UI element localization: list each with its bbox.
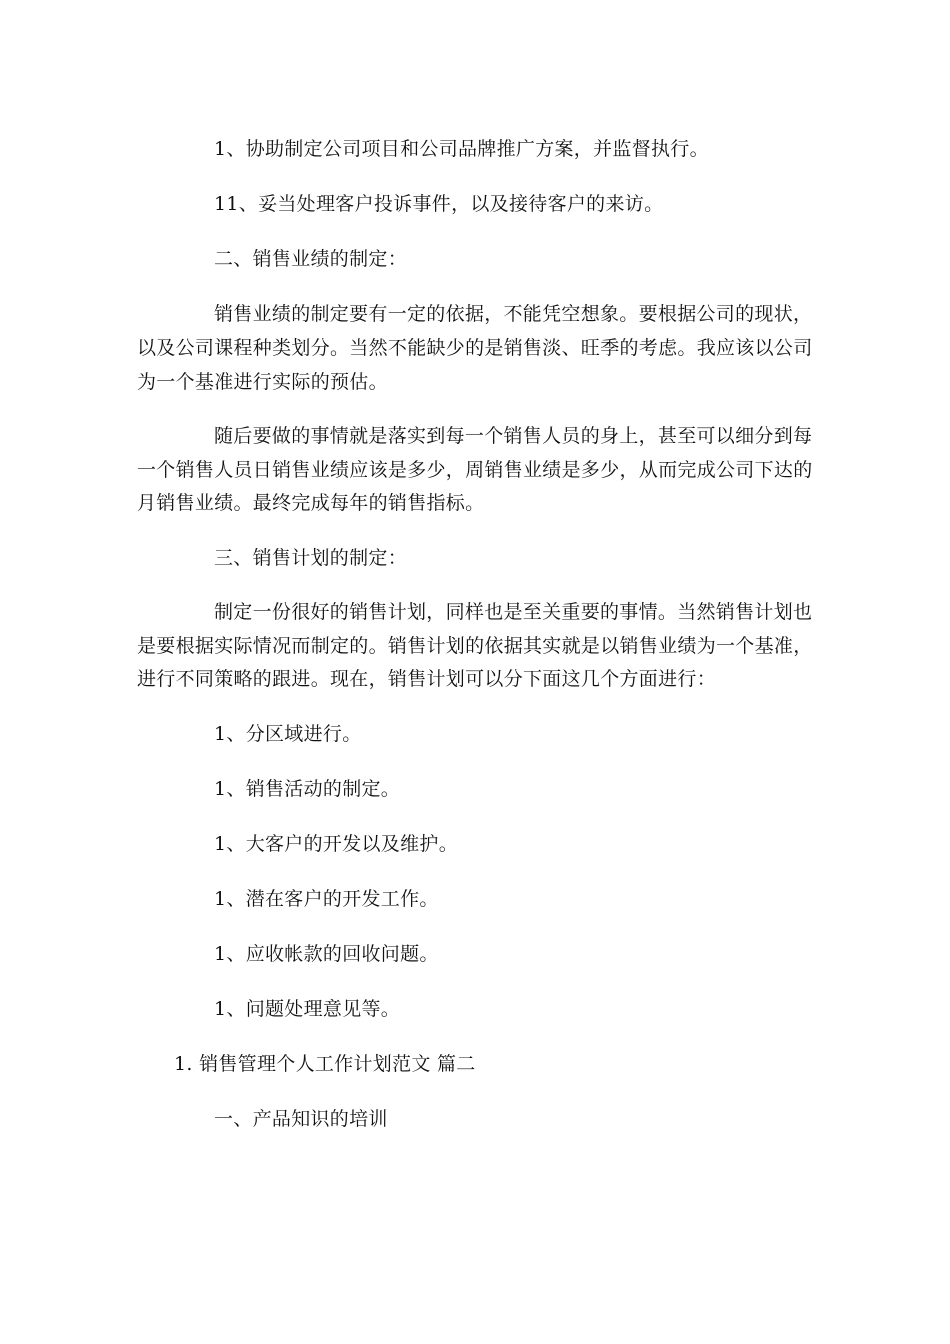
list-item: 1、销售活动的制定。 — [214, 778, 401, 800]
list-item: 1、协助制定公司项目和公司品牌推广方案，并监督执行。 — [214, 138, 709, 160]
list-item: 1、大客户的开发以及维护。 — [214, 833, 458, 855]
paragraph-line: 为一个基准进行实际的预估。 — [137, 371, 388, 393]
paragraph-line: 销售业绩的制定要有一定的依据，不能凭空想象。要根据公司的现状， — [214, 303, 813, 325]
list-item: 1、问题处理意见等。 — [214, 998, 401, 1020]
paragraph-line: 月销售业绩。最终完成每年的销售指标。 — [137, 492, 485, 514]
section-heading-sales-plan: 三、销售计划的制定： — [214, 547, 408, 569]
list-item: 1、分区域进行。 — [214, 723, 362, 745]
paragraph-line: 以及公司课程种类划分。当然不能缺少的是销售淡、旺季的考虑。我应该以公司 — [137, 337, 813, 359]
part-heading: 1. 销售管理个人工作计划范文 篇二 — [174, 1053, 476, 1075]
list-item: 11、妥当处理客户投诉事件，以及接待客户的来访。 — [214, 193, 664, 215]
list-item: 1、潜在客户的开发工作。 — [214, 888, 439, 910]
list-item: 1、应收帐款的回收问题。 — [214, 943, 439, 965]
paragraph-line: 制定一份很好的销售计划，同样也是至关重要的事情。当然销售计划也 — [214, 601, 813, 623]
paragraph-line: 随后要做的事情就是落实到每一个销售人员的身上，甚至可以细分到每 — [214, 425, 813, 447]
section-heading-product-training: 一、产品知识的培训 — [214, 1108, 388, 1130]
section-heading-sales-performance: 二、销售业绩的制定： — [214, 248, 408, 270]
paragraph-line: 进行不同策略的跟进。现在，销售计划可以分下面这几个方面进行： — [137, 668, 717, 690]
paragraph-line: 是要根据实际情况而制定的。销售计划的依据其实就是以销售业绩为一个基准， — [137, 635, 813, 657]
paragraph-line: 一个销售人员日销售业绩应该是多少，周销售业绩是多少，从而完成公司下达的 — [137, 459, 813, 481]
